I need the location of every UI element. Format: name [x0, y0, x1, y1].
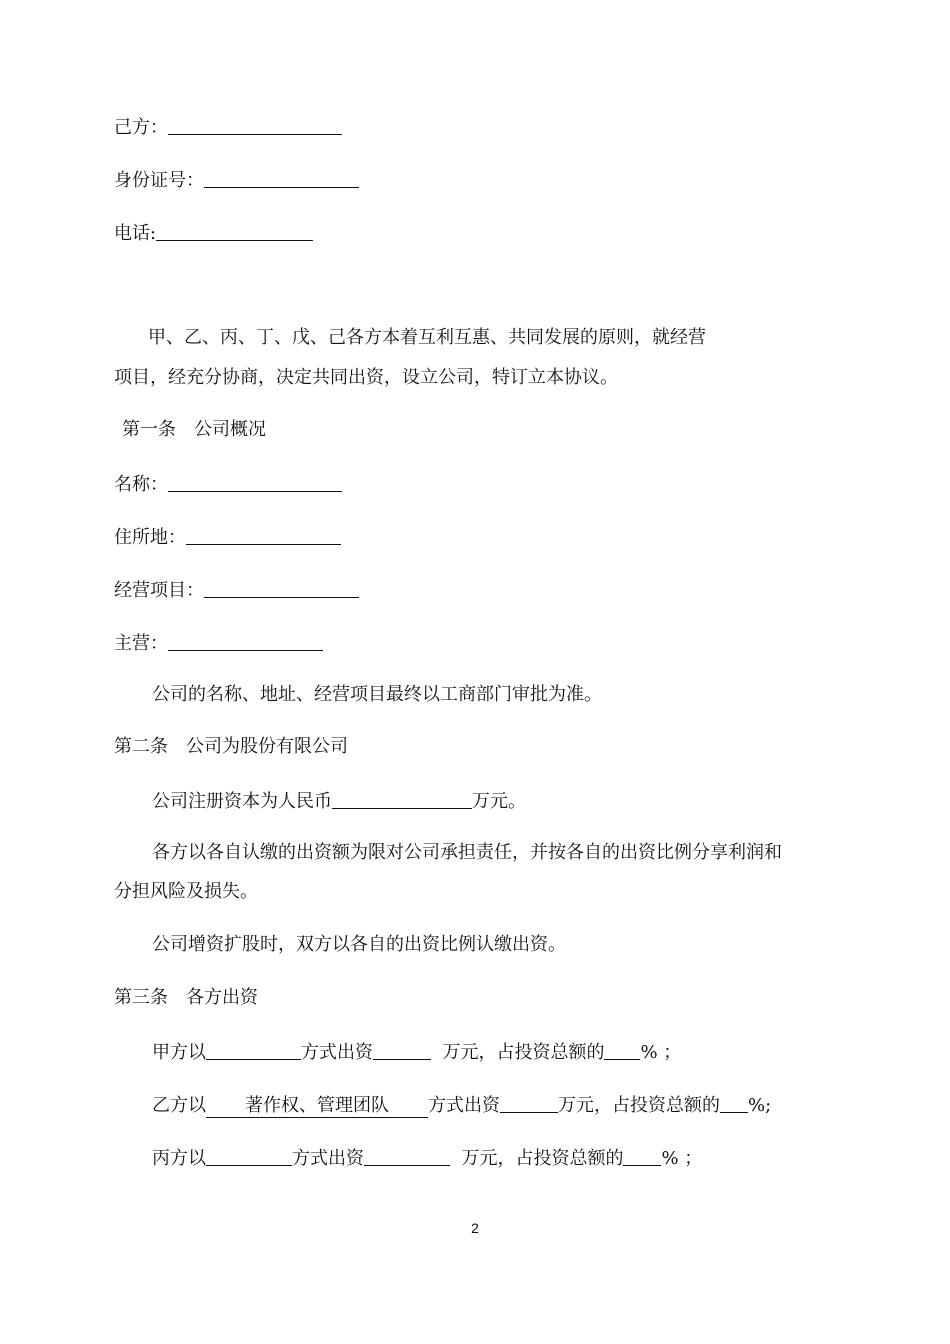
article1-title: 第一条 公司概况	[122, 419, 266, 440]
article3-title: 第三条 各方出资	[114, 987, 258, 1008]
capital-line	[152, 788, 526, 814]
contribution-jia-method-label: 方式出资	[301, 1042, 373, 1063]
contribution-bing-prefix: 丙方以	[152, 1148, 206, 1169]
contribution-bing-percent-blank[interactable]	[623, 1145, 661, 1166]
contribution-jia-amount-blank[interactable]	[373, 1039, 431, 1060]
preamble-line-2: 项目，经充分协商，决定共同出资，设立公司，特订立本协议。	[114, 367, 618, 388]
preamble-line-1: 甲、乙、丙、丁、戊、己各方本着互利互惠、共同发展的原则，就经营	[148, 327, 706, 348]
contribution-yi-method-value[interactable]: 著作权、管理团队	[206, 1095, 428, 1118]
article2-title: 第二条 公司为股份有限公司	[114, 736, 348, 757]
phone-label: 电话:	[114, 223, 157, 244]
id-label: 身份证号：	[114, 170, 204, 191]
liability-line-2: 分担风险及损失。	[114, 881, 258, 902]
contribution-jia-percent-blank[interactable]	[604, 1039, 640, 1060]
address-line	[114, 524, 341, 550]
increase-note: 公司增资扩股时，双方以各自的出资比例认缴出资。	[152, 934, 566, 955]
contribution-yi-percent-sign: %;	[748, 1095, 772, 1116]
contribution-bing-line	[152, 1145, 702, 1171]
contribution-jia-line	[152, 1039, 681, 1065]
contribution-jia-prefix: 甲方以	[152, 1042, 206, 1063]
business-line	[114, 577, 359, 603]
business-label: 经营项目：	[114, 580, 204, 601]
name-line	[114, 471, 342, 497]
contribution-bing-amount-blank[interactable]	[364, 1145, 450, 1166]
capital-blank[interactable]	[332, 788, 472, 809]
contribution-bing-wan-label: 万元，占投资总额的	[461, 1148, 624, 1169]
contribution-jia-method-blank[interactable]	[206, 1039, 301, 1060]
liability-line-1: 各方以各自认缴的出资额为限对公司承担责任，并按各自的出资比例分享利润和	[152, 842, 782, 863]
main-line	[114, 630, 323, 656]
contribution-yi-line	[152, 1092, 771, 1118]
party-ji-blank[interactable]	[168, 114, 342, 135]
contribution-yi-amount-blank[interactable]	[500, 1092, 558, 1113]
main-blank[interactable]	[168, 630, 323, 651]
page-number: 2	[471, 1220, 479, 1236]
main-label: 主营：	[114, 633, 168, 654]
phone-line	[114, 220, 313, 246]
business-blank[interactable]	[204, 577, 359, 598]
capital-prefix: 公司注册资本为人民币	[152, 791, 332, 812]
approval-note: 公司的名称、地址、经营项目最终以工商部门审批为准。	[152, 684, 602, 705]
id-blank[interactable]	[204, 167, 359, 188]
phone-blank[interactable]	[156, 220, 313, 241]
contribution-bing-method-label: 方式出资	[292, 1148, 364, 1169]
contribution-yi-prefix: 乙方以	[152, 1095, 206, 1116]
contribution-bing-percent-sign: % ；	[661, 1148, 703, 1169]
capital-suffix: 万元。	[472, 791, 526, 812]
address-label: 住所地：	[114, 527, 186, 548]
contribution-yi-method-label: 方式出资	[428, 1095, 500, 1116]
contribution-yi-percent-blank[interactable]	[720, 1092, 748, 1113]
name-blank[interactable]	[168, 471, 342, 492]
contribution-bing-method-blank[interactable]	[206, 1145, 292, 1166]
address-blank[interactable]	[186, 524, 341, 545]
id-line	[114, 167, 359, 193]
party-ji-line	[114, 114, 342, 140]
contribution-jia-percent-sign: % ；	[640, 1042, 682, 1063]
name-label: 名称：	[114, 474, 168, 495]
party-ji-label: 己方：	[114, 117, 168, 138]
contribution-jia-wan-label: 万元，占投资总额的	[442, 1042, 605, 1063]
contribution-yi-wan-label: 万元，占投资总额的	[558, 1095, 720, 1116]
